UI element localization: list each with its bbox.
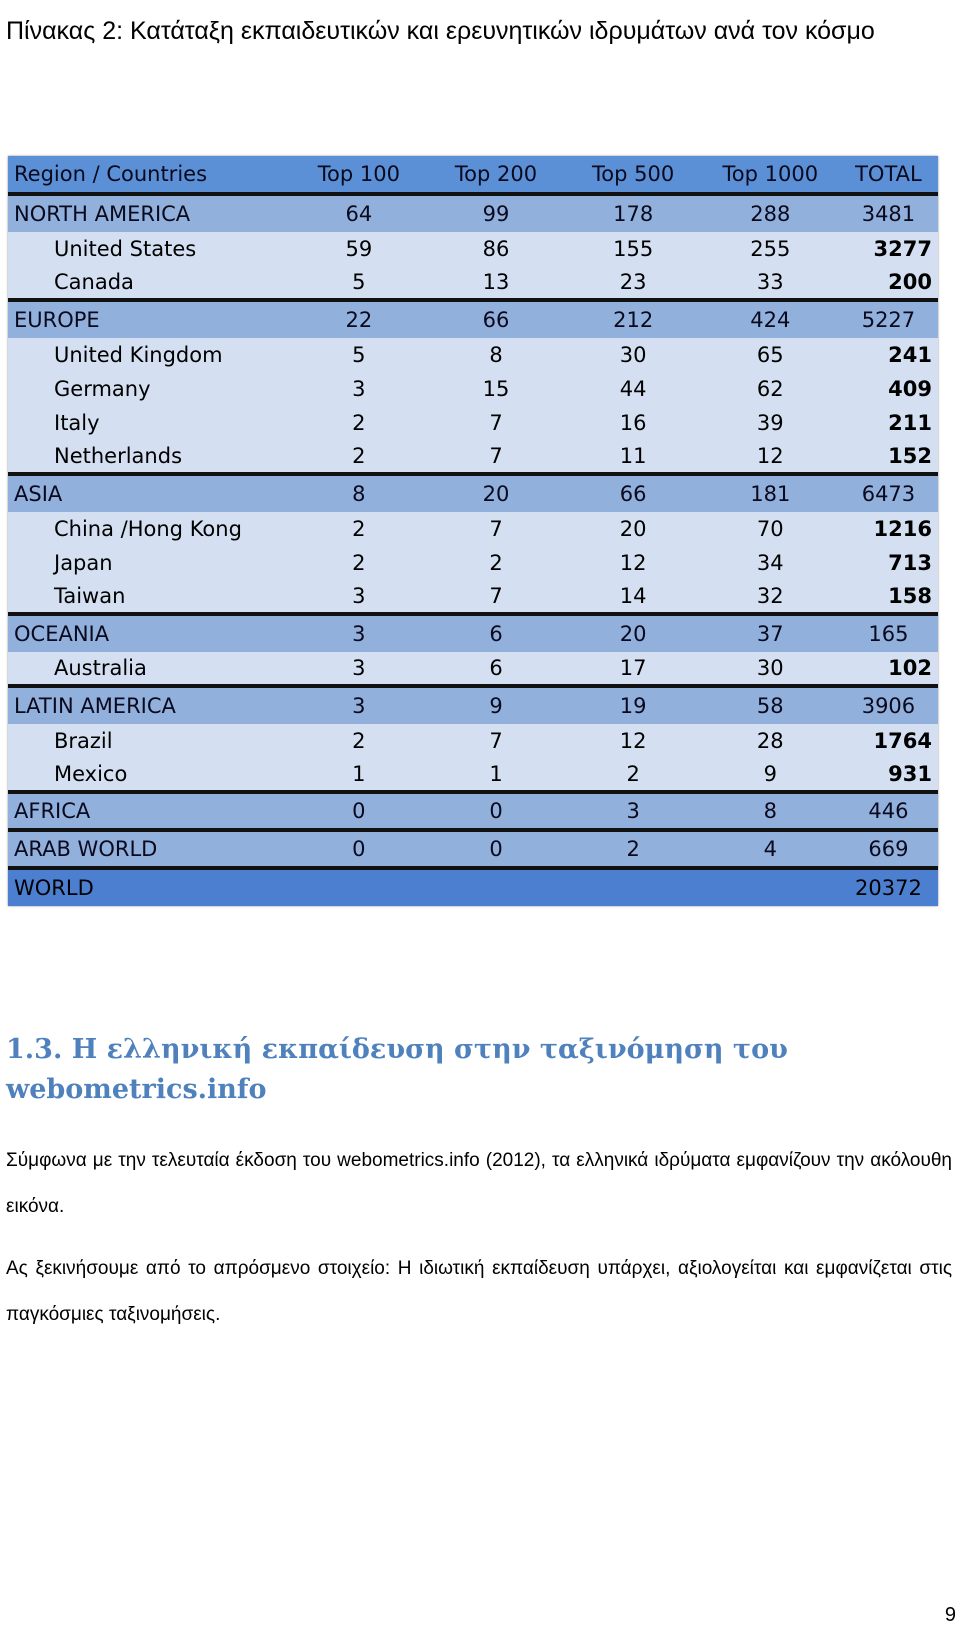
cell-total: 165 bbox=[868, 622, 909, 646]
cell-top200: 15 bbox=[482, 377, 510, 401]
cell-top200: 7 bbox=[489, 444, 503, 468]
row-label: EUROPE bbox=[14, 308, 100, 332]
cell-top500: 14 bbox=[619, 584, 647, 608]
table-body bbox=[8, 194, 938, 906]
cell-top200: 0 bbox=[489, 837, 503, 861]
row-label: ARAB WORLD bbox=[14, 837, 158, 861]
cell-top1000: 65 bbox=[756, 343, 784, 367]
row-label: WORLD bbox=[14, 876, 94, 900]
row-label: AFRICA bbox=[14, 799, 91, 823]
region-row bbox=[8, 194, 938, 232]
row-label: LATIN AMERICA bbox=[14, 694, 176, 718]
region-row bbox=[8, 474, 938, 512]
region-row bbox=[8, 300, 938, 338]
row-label: Brazil bbox=[54, 729, 113, 753]
cell-top1000: 12 bbox=[756, 444, 784, 468]
header-region: Region / Countries bbox=[14, 162, 208, 186]
cell-top500: 44 bbox=[619, 377, 647, 401]
cell-total: 152 bbox=[888, 444, 932, 468]
row-label: NORTH AMERICA bbox=[14, 202, 191, 226]
cell-top500: 16 bbox=[619, 411, 647, 435]
cell-top1000 bbox=[702, 868, 839, 906]
cell-top500: 12 bbox=[619, 729, 647, 753]
row-label: Netherlands bbox=[54, 444, 183, 468]
cell-top500: 20 bbox=[619, 622, 647, 646]
cell-top500: 66 bbox=[619, 482, 647, 506]
paragraph-1: Σύμφωνα με την τελευταία έκδοση του webometrics.info (2012), τα ελληνικά ιδρύματα εμφανίζουν την ακόλουθη εικόνα. bbox=[6, 1150, 952, 1217]
country-row bbox=[8, 372, 938, 406]
table-caption: Πίνακας 2: Κατάταξη εκπαιδευτικών και ερευνητικών ιδρυμάτων ανά τον κόσμο bbox=[6, 17, 875, 45]
cell-top100: 2 bbox=[352, 411, 366, 435]
cell-top1000: 32 bbox=[756, 584, 784, 608]
ranking-table-image bbox=[8, 156, 938, 906]
cell-top100: 8 bbox=[352, 482, 366, 506]
country-row bbox=[8, 406, 938, 440]
cell-top500: 212 bbox=[613, 308, 654, 332]
region-row bbox=[8, 686, 938, 724]
cell-top100: 22 bbox=[345, 308, 373, 332]
cell-total: 5227 bbox=[861, 308, 916, 332]
cell-top500: 2 bbox=[626, 837, 640, 861]
cell-top200: 99 bbox=[482, 202, 510, 226]
cell-top100: 3 bbox=[352, 656, 366, 680]
cell-top200: 1 bbox=[489, 762, 503, 786]
header-top200: Top 200 bbox=[454, 162, 538, 186]
row-label: United States bbox=[54, 237, 197, 261]
cell-top100: 2 bbox=[352, 551, 366, 575]
cell-top1000: 39 bbox=[756, 411, 784, 435]
country-row bbox=[8, 758, 938, 792]
cell-top100: 1 bbox=[352, 762, 366, 786]
cell-top1000: 255 bbox=[750, 237, 791, 261]
cell-top500: 155 bbox=[613, 237, 654, 261]
header-top1000: Top 1000 bbox=[722, 162, 819, 186]
cell-top100: 3 bbox=[352, 377, 366, 401]
world-row bbox=[8, 868, 938, 906]
cell-total: 241 bbox=[888, 343, 932, 367]
cell-top200: 7 bbox=[489, 584, 503, 608]
cell-total: 713 bbox=[888, 551, 932, 575]
cell-top1000: 37 bbox=[756, 622, 784, 646]
country-row bbox=[8, 338, 938, 372]
cell-top100: 0 bbox=[352, 837, 366, 861]
cell-top200: 7 bbox=[489, 517, 503, 541]
cell-top1000: 4 bbox=[763, 837, 777, 861]
header-total: TOTAL bbox=[855, 162, 922, 186]
country-row bbox=[8, 266, 938, 300]
cell-top1000: 58 bbox=[756, 694, 784, 718]
cell-top500: 20 bbox=[619, 517, 647, 541]
cell-top100: 59 bbox=[345, 237, 373, 261]
row-label: Mexico bbox=[54, 762, 128, 786]
table-header-row bbox=[8, 156, 938, 194]
cell-top100: 2 bbox=[352, 729, 366, 753]
cell-top200: 86 bbox=[482, 237, 510, 261]
cell-total: 446 bbox=[868, 799, 909, 823]
cell-total: 200 bbox=[888, 270, 932, 294]
cell-total: 3906 bbox=[861, 694, 916, 718]
cell-top200 bbox=[427, 868, 564, 906]
cell-top1000: 9 bbox=[763, 762, 777, 786]
cell-top100: 5 bbox=[352, 343, 366, 367]
cell-top1000: 30 bbox=[756, 656, 784, 680]
country-row bbox=[8, 440, 938, 474]
cell-top200: 20 bbox=[482, 482, 510, 506]
country-row bbox=[8, 512, 938, 546]
cell-top500: 30 bbox=[619, 343, 647, 367]
country-row bbox=[8, 652, 938, 686]
cell-total: 211 bbox=[888, 411, 932, 435]
cell-top200: 8 bbox=[489, 343, 503, 367]
cell-top200: 9 bbox=[489, 694, 503, 718]
cell-top500: 3 bbox=[626, 799, 640, 823]
cell-top500: 17 bbox=[619, 656, 647, 680]
cell-top200: 0 bbox=[489, 799, 503, 823]
cell-top500: 11 bbox=[619, 444, 647, 468]
cell-total: 3277 bbox=[873, 237, 932, 261]
country-row bbox=[8, 232, 938, 266]
country-row bbox=[8, 724, 938, 758]
cell-top1000: 8 bbox=[763, 799, 777, 823]
cell-top100: 3 bbox=[352, 694, 366, 718]
region-row bbox=[8, 830, 938, 868]
country-row bbox=[8, 546, 938, 580]
cell-total: 409 bbox=[888, 377, 932, 401]
cell-top1000: 62 bbox=[756, 377, 784, 401]
cell-top500: 2 bbox=[626, 762, 640, 786]
cell-top500: 23 bbox=[619, 270, 647, 294]
cell-top500 bbox=[565, 868, 702, 906]
cell-top1000: 70 bbox=[756, 517, 784, 541]
row-label: Germany bbox=[54, 377, 151, 401]
cell-top100: 2 bbox=[352, 517, 366, 541]
cell-total: 20372 bbox=[855, 876, 922, 900]
cell-top200: 6 bbox=[489, 656, 503, 680]
cell-top500: 12 bbox=[619, 551, 647, 575]
header-top500: Top 500 bbox=[592, 162, 675, 186]
row-label: Italy bbox=[54, 411, 100, 435]
cell-total: 158 bbox=[888, 584, 932, 608]
cell-top100: 5 bbox=[352, 270, 366, 294]
cell-top200: 7 bbox=[489, 729, 503, 753]
cell-top100: 2 bbox=[352, 444, 366, 468]
row-label: OCEANIA bbox=[14, 622, 110, 646]
cell-total: 3481 bbox=[861, 202, 916, 226]
cell-top1000: 288 bbox=[750, 202, 791, 226]
paragraph-2: Ας ξεκινήσουμε από το απρόσμενο στοιχείο: Η ιδιωτική εκπαίδευση υπάρχει, αξιολογείται και εμφανίζεται στις παγκόσμιες ταξινομήσεις. bbox=[6, 1258, 952, 1325]
cell-top1000: 424 bbox=[750, 308, 791, 332]
row-label: United Kingdom bbox=[54, 343, 223, 367]
cell-top500: 178 bbox=[613, 202, 654, 226]
cell-top200: 7 bbox=[489, 411, 503, 435]
country-row bbox=[8, 580, 938, 614]
cell-total: 1216 bbox=[873, 517, 932, 541]
cell-top1000: 28 bbox=[756, 729, 784, 753]
cell-top200: 66 bbox=[482, 308, 510, 332]
row-label: Canada bbox=[54, 270, 134, 294]
row-label: Australia bbox=[54, 656, 147, 680]
cell-total: 102 bbox=[888, 656, 932, 680]
cell-top200: 13 bbox=[482, 270, 510, 294]
row-label: Taiwan bbox=[54, 584, 126, 608]
header-top100: Top 100 bbox=[317, 162, 400, 186]
cell-total: 669 bbox=[868, 837, 909, 861]
row-label: ASIA bbox=[14, 482, 63, 506]
section-heading: 1.3. Η ελληνική εκπαίδευση στην ταξινόμηση του webometrics.info bbox=[6, 1034, 788, 1105]
row-label: China /Hong Kong bbox=[54, 517, 242, 541]
cell-top100 bbox=[290, 868, 427, 906]
cell-total: 931 bbox=[888, 762, 932, 786]
cell-total: 1764 bbox=[873, 729, 932, 753]
region-row bbox=[8, 614, 938, 652]
cell-top200: 2 bbox=[489, 551, 503, 575]
region-row bbox=[8, 792, 938, 830]
cell-total: 6473 bbox=[861, 482, 916, 506]
cell-top100: 3 bbox=[352, 584, 366, 608]
cell-top100: 3 bbox=[352, 622, 366, 646]
row-label: Japan bbox=[54, 551, 113, 575]
cell-top100: 64 bbox=[345, 202, 373, 226]
cell-top1000: 34 bbox=[756, 551, 784, 575]
cell-top500: 19 bbox=[619, 694, 647, 718]
cell-top200: 6 bbox=[489, 622, 503, 646]
cell-top1000: 33 bbox=[756, 270, 784, 294]
page-number: 9 bbox=[944, 1604, 956, 1626]
ranking-table bbox=[8, 156, 938, 906]
cell-top100: 0 bbox=[352, 799, 366, 823]
cell-top1000: 181 bbox=[750, 482, 791, 506]
